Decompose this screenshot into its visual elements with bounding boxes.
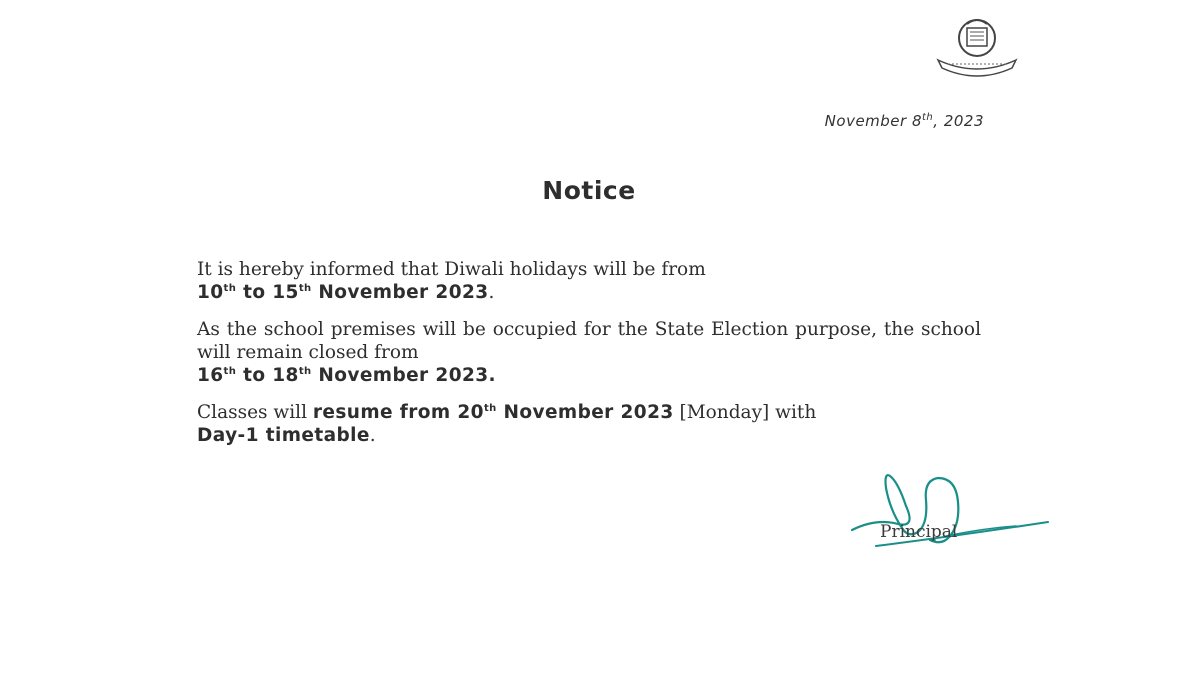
notice-body: [197, 258, 981, 461]
signature-icon: [846, 466, 1056, 556]
paragraph-election: As the school premises will be occupied for the State Election purpose, the school will remain closed from 16th to 18th November 2023.: [197, 319, 981, 386]
paragraph-resume: Classes will resume from 20th November 2023 [Monday] with Day-1 timetable.: [197, 402, 817, 446]
paragraph-diwali: It is hereby informed that Diwali holidays will be from 10th to 15th November 2023.: [197, 259, 706, 303]
school-crest-icon: [934, 16, 1020, 78]
signatory-label: Principal: [880, 522, 958, 542]
notice-date: November 8th, 2023: [824, 112, 984, 130]
notice-title: Notice: [542, 176, 636, 205]
